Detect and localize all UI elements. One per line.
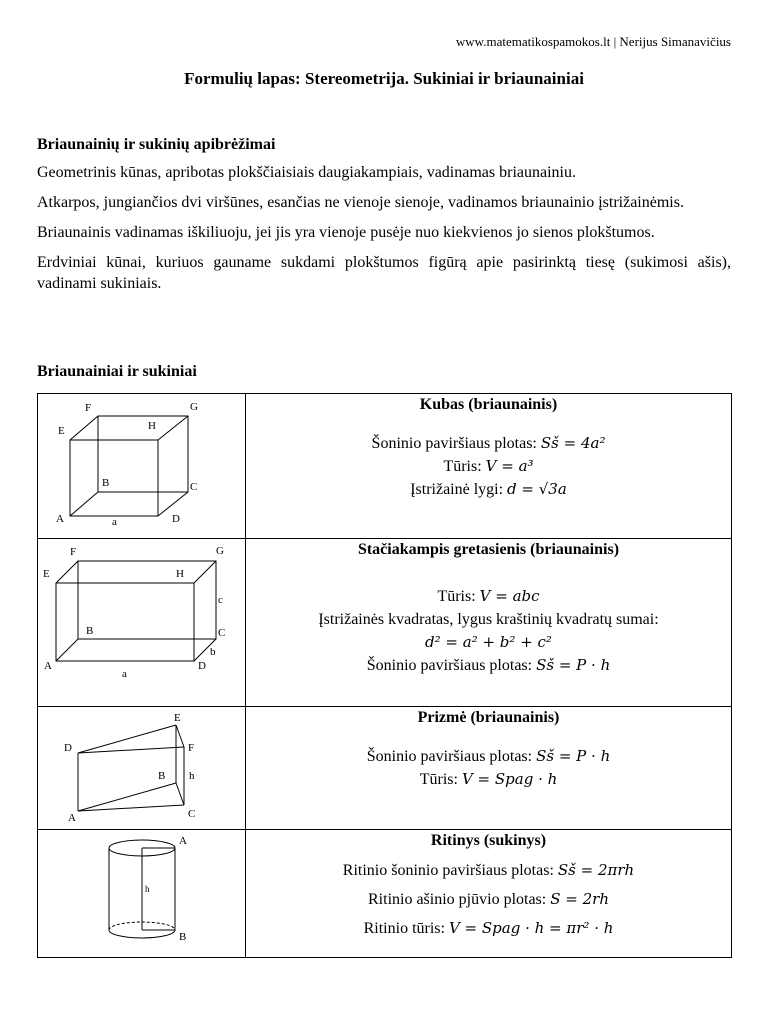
formula-line: Tūris: V = Spag · h xyxy=(419,770,558,788)
cube-formulas-cell xyxy=(246,394,732,539)
vertex-label-h: H xyxy=(148,420,156,432)
shape-name-cylinder: Ritinys (sukinys) xyxy=(430,832,547,849)
vertex-label-d: D xyxy=(198,660,206,672)
definitions-heading: Briaunainių ir sukinių apibrėžimai xyxy=(37,136,276,153)
table-row-prism xyxy=(38,707,732,830)
edge-label-h: h xyxy=(145,884,150,894)
cuboid-formulas-cell xyxy=(246,539,732,707)
definition-paragraph: Briaunainis vadinamas iškiliuoju, jei jis yra vienoje pusėje nuo kiekvienos jo sienos plokštumos. xyxy=(37,224,655,241)
shapes-heading: Briaunainiai ir sukiniai xyxy=(37,363,197,380)
edge-label-c: c xyxy=(218,594,223,606)
vertex-label-f: F xyxy=(70,546,77,558)
vertex-label-e: E xyxy=(43,568,50,580)
definition-paragraph: Geometrinis kūnas, apribotas plokščiaisiais daugiakampiais, vadinamas briaunainiu. xyxy=(37,164,576,181)
vertex-label-g: G xyxy=(216,545,224,557)
cuboid-figure-cell xyxy=(38,539,246,707)
formula-line: Tūris: V = abc xyxy=(437,587,540,605)
definitions-text xyxy=(37,162,731,303)
vertex-label-b: B xyxy=(158,770,166,782)
table-row-cuboid xyxy=(38,539,732,707)
page-title: Formulių lapas: Stereometrija. Sukiniai ir briaunainiai xyxy=(184,69,584,88)
vertex-label-e: E xyxy=(58,425,65,437)
cube-figure-cell xyxy=(38,394,246,539)
vertex-label-a: A xyxy=(179,835,187,847)
edge-label-a: a xyxy=(122,668,127,680)
vertex-label-b: B xyxy=(102,477,110,489)
vertex-label-a: A xyxy=(44,660,52,672)
definition-paragraph: Erdviniai kūnai, kuriuos gauname sukdami plokštumos figūrą apie pasirinktą tiesę (sukimosi ašis), vadinami sukiniais. xyxy=(37,254,731,292)
vertex-label-a: A xyxy=(56,513,64,525)
vertex-label-c: C xyxy=(188,808,196,820)
shape-name-prism: Prizmė (briaunainis) xyxy=(417,709,560,726)
formula-line: Ritinio šoninio paviršiaus plotas: Sš = 2πrh xyxy=(342,861,635,879)
vertex-label-d: D xyxy=(64,742,72,754)
vertex-label-g: G xyxy=(190,401,198,413)
cube-diagram xyxy=(38,394,245,538)
cylinder-diagram xyxy=(38,830,245,957)
prism-figure-cell xyxy=(38,707,246,830)
formula-line: Įstrižainė lygi: d = √3a xyxy=(410,480,567,498)
vertex-label-d: D xyxy=(172,513,180,525)
table-row-cube xyxy=(38,394,732,539)
formula-line: Šoninio paviršiaus plotas: Sš = P · h xyxy=(366,747,611,765)
vertex-label-a: A xyxy=(68,812,76,824)
vertex-label-c: C xyxy=(190,481,198,493)
formula-line: Ritinio tūris: V = Spag · h = πr² · h xyxy=(363,919,614,937)
definition-paragraph: Atkarpos, jungiančios dvi viršūnes, esančias ne vienoje sienoje, vadinamos briaunainio įstrižainėmis. xyxy=(37,194,684,211)
cylinder-figure-cell xyxy=(38,830,246,958)
vertex-label-c: C xyxy=(218,627,226,639)
edge-label-h: h xyxy=(189,770,195,782)
vertex-label-e: E xyxy=(174,712,181,724)
vertex-label-f: F xyxy=(85,402,92,414)
shape-name-cube: Kubas (briaunainis) xyxy=(419,396,558,413)
cuboid-diagram xyxy=(38,539,245,706)
formula-line: Įstrižainės kvadratas, lygus kraštinių kvadratų sumai: xyxy=(318,611,659,628)
shapes-table xyxy=(37,393,732,958)
table-row-cylinder xyxy=(38,830,732,958)
vertex-label-b: B xyxy=(86,625,94,637)
formula-line: Šoninio paviršiaus plotas: Sš = 4a² xyxy=(371,434,606,452)
formula-line: Tūris: V = a³ xyxy=(443,457,534,475)
edge-label-a: a xyxy=(112,516,117,528)
vertex-label-b: B xyxy=(179,931,187,943)
prism-formulas-cell xyxy=(246,707,732,830)
vertex-label-f: F xyxy=(188,742,195,754)
formula-line: Ritinio ašinio pjūvio plotas: S = 2rh xyxy=(368,890,609,908)
shape-name-cuboid: Stačiakampis gretasienis (briaunainis) xyxy=(357,541,620,558)
vertex-label-h: H xyxy=(176,568,184,580)
formula-line: d² = a² + b² + c² xyxy=(425,633,552,651)
formula-line: Šoninio paviršiaus plotas: Sš = P · h xyxy=(366,656,611,674)
cylinder-formulas-cell xyxy=(246,830,732,958)
prism-diagram xyxy=(38,707,245,829)
page-header-source: www.matematikospamokos.lt | Nerijus Simanavičius xyxy=(455,34,731,49)
edge-label-b: b xyxy=(210,646,216,658)
